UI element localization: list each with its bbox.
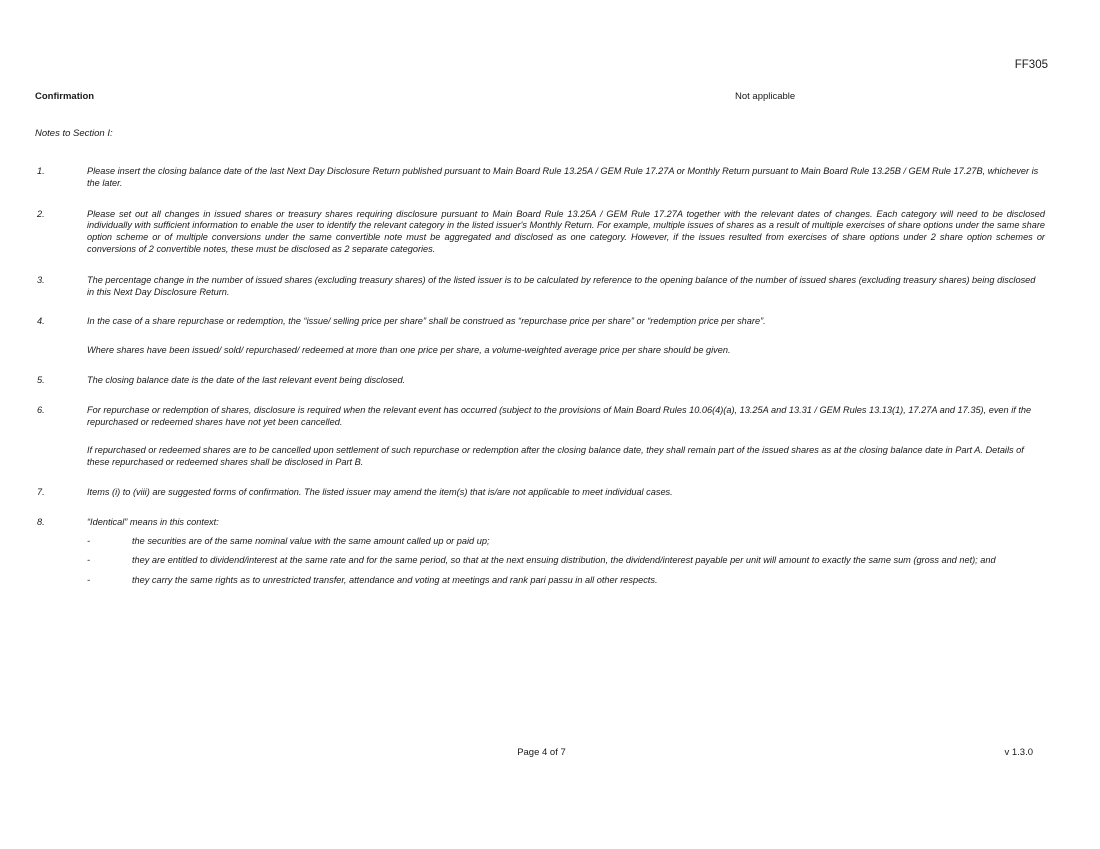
list-item-text: the securities are of the same nominal value with the same amount called up or paid up; (132, 535, 490, 546)
note-text: The closing balance date is the date of the last relevant event being disclosed. (87, 374, 406, 385)
note-number: 3. (37, 274, 45, 285)
list-item (87, 555, 1045, 567)
note-number: 8. (37, 516, 45, 527)
list-item (87, 575, 1045, 587)
note-text: “Identical” means in this context: (87, 516, 219, 527)
note-number: 5. (37, 374, 45, 385)
note-6 (37, 405, 1045, 469)
note-text-continued: Where shares have been issued/ sold/ repurchased/ redeemed at more than one price per share, a volume-weighted average price per share should be given. (87, 345, 731, 356)
confirmation-label: Confirmation (35, 91, 95, 102)
note-text: Please insert the closing balance date of the last Next Day Disclosure Return published pursuant to Main Board Rule 13.25A / GEM Rule 17.27A or Monthly Return pursuant to Main Board Rule 13.25B / GEM Rule 17.27B, whichever is the later. (87, 166, 1039, 188)
list-dash: - (87, 535, 91, 546)
note-number: 7. (37, 486, 45, 497)
note-4 (37, 316, 1045, 357)
notes-list (37, 166, 1045, 595)
list-item (87, 536, 1045, 548)
note-text: The percentage change in the number of issued shares (excluding treasury shares) of the listed issuer is to be calculated by reference to the opening balance of the number of issued shares (excluding treasury shares) being disclosed in this Next Day Disclosure Return. (87, 274, 1036, 297)
note-text: Please set out all changes in issued shares or treasury shares requiring disclosure pursuant to Main Board Rule 13.25A / GEM Rule 17.27A together with the relevant dates of changes. Each category will need to be disclosed individually with sufficient information to enable the user to identify the relevant category in the listed issuer's Monthly Return. For example, multiple issues of shares as a result of multiple exercises of share options under the same share option scheme or of multiple conversions under the same convertible note must be aggregated and disclosed as one category. However, if the issues resulted from exercises of share options under 2 share option schemes or conversions of 2 convertible notes, these must be disclosed as 2 separate categories. (87, 208, 1045, 254)
note-8 (37, 517, 1045, 587)
note-number: 1. (37, 166, 45, 176)
note-number: 6. (37, 404, 45, 415)
note-text-continued: If repurchased or redeemed shares are to be cancelled upon settlement of such repurchase or redemption after the closing balance date, they shall remain part of the issued shares as at the closing balance date in Part A. Details of these repurchased or redeemed shares shall be disclosed in Part B. (87, 445, 1024, 468)
notes-heading: Notes to Section I: (35, 128, 113, 139)
note-3 (37, 275, 1045, 299)
form-code: FF305 (1014, 59, 1048, 71)
list-item-text: they carry the same rights as to unrestricted transfer, attendance and voting at meetings and rank pari passu in all other respects. (132, 575, 658, 586)
list-item-text: they are entitled to dividend/interest at the same rate and for the same period, so that at the next ensuing distribution, the dividend/interest payable per unit will amount to exactly the same sum (gross and net); and (132, 555, 996, 566)
page-number: Page 4 of 7 (517, 747, 566, 758)
identical-criteria-list (87, 536, 1045, 587)
note-text: For repurchase or redemption of shares, disclosure is required when the relevant event has occurred (subject to the provisions of Main Board Rules 10.06(4)(a), 13.25A and 13.31 / GEM Rules 13.13(1), 17.27A and 17.35), even if the repurchased or redeemed shares have not yet been cancelled. (87, 404, 1032, 427)
note-1 (37, 166, 1045, 190)
list-dash: - (87, 575, 91, 586)
note-5 (37, 375, 1045, 387)
list-dash: - (87, 555, 91, 566)
note-2 (37, 209, 1045, 256)
note-number: 2. (37, 208, 45, 219)
note-text: In the case of a share repurchase or redemption, the “issue/ selling price per share” shall be construed as “repurchase price per share” or “redemption price per share”. (87, 316, 766, 327)
note-text: Items (i) to (viii) are suggested forms of confirmation. The listed issuer may amend the item(s) that is/are not applicable to meet individual cases. (87, 486, 673, 497)
note-number: 4. (37, 316, 45, 327)
confirmation-value: Not applicable (735, 91, 796, 102)
note-7 (37, 487, 1045, 499)
version-label: v 1.3.0 (1004, 747, 1033, 758)
